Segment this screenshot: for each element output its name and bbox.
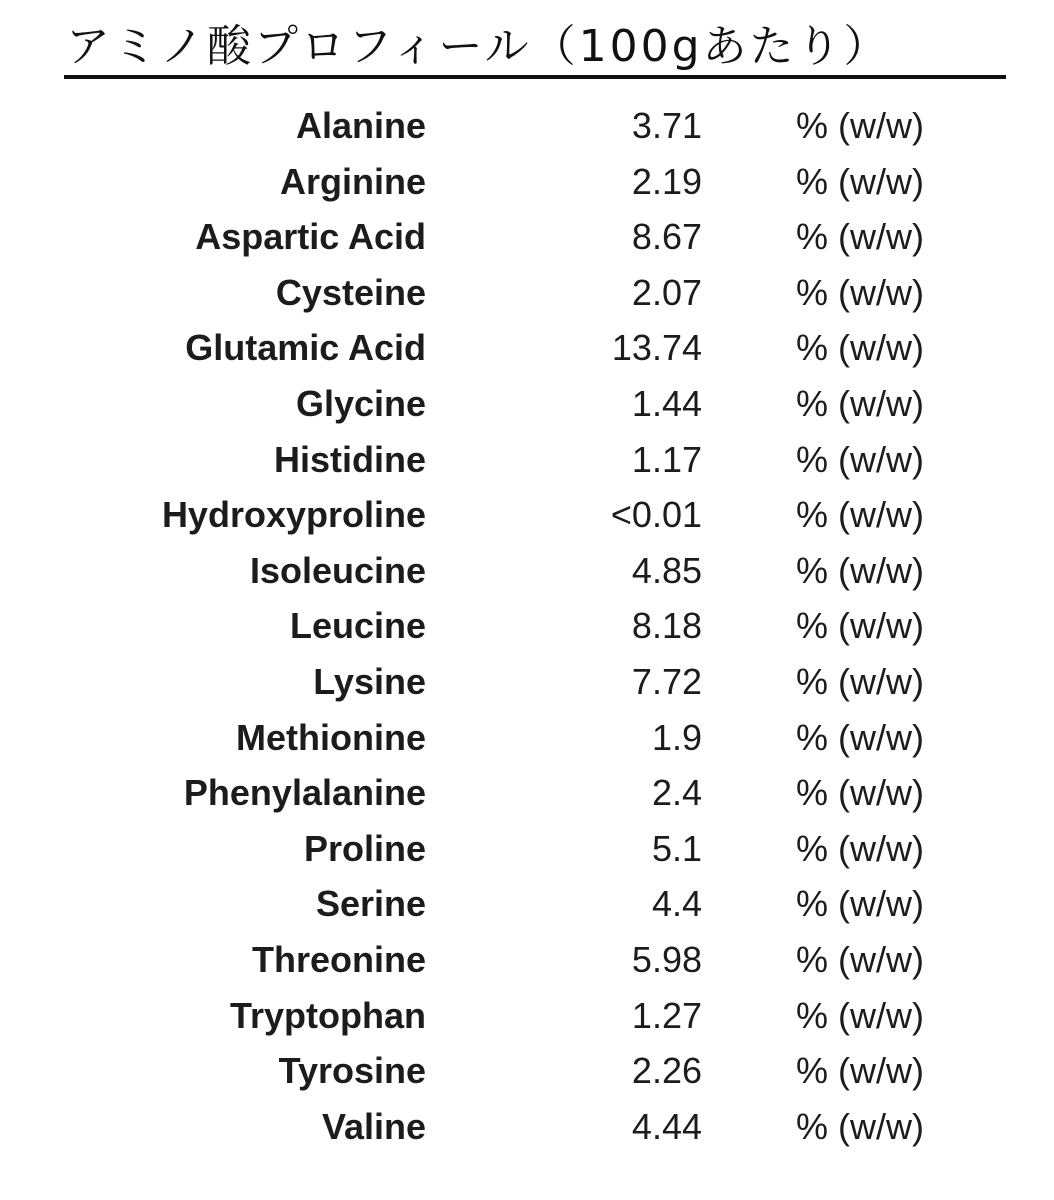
amino-acid-value: 4.4	[651, 883, 702, 925]
table-row	[0, 876, 1054, 932]
amino-acid-unit: % (w/w)	[796, 1105, 924, 1147]
amino-acid-value: 2.19	[631, 160, 702, 202]
amino-acid-value: <0.01	[610, 494, 702, 536]
amino-acid-name: Isoleucine	[249, 549, 426, 591]
amino-acid-table	[0, 98, 1054, 1154]
table-row	[0, 432, 1054, 488]
amino-acid-value: 3.71	[631, 105, 702, 146]
amino-acid-unit: % (w/w)	[796, 549, 924, 591]
amino-acid-name: Phenylalanine	[183, 772, 426, 814]
table-row	[0, 598, 1054, 654]
amino-acid-unit: % (w/w)	[796, 772, 924, 814]
amino-acid-name: Hydroxyproline	[161, 494, 426, 536]
amino-acid-name: Glycine	[295, 382, 426, 424]
table-row	[0, 765, 1054, 821]
amino-acid-value: 4.85	[631, 549, 702, 591]
amino-acid-value: 2.4	[651, 772, 702, 814]
table-row	[0, 654, 1054, 710]
title-underline	[64, 75, 1006, 79]
amino-acid-value: 2.26	[631, 1050, 702, 1092]
amino-acid-unit: % (w/w)	[796, 605, 924, 647]
amino-acid-unit: % (w/w)	[796, 938, 924, 980]
amino-acid-unit: % (w/w)	[796, 660, 924, 702]
amino-acid-value: 7.72	[631, 660, 702, 702]
amino-acid-value: 13.74	[611, 327, 702, 369]
amino-acid-unit: % (w/w)	[796, 494, 924, 536]
table-row	[0, 932, 1054, 988]
table-row	[0, 209, 1054, 265]
amino-acid-value: 8.67	[631, 216, 702, 258]
table-row	[0, 1043, 1054, 1099]
table-row	[0, 98, 1054, 154]
amino-acid-value: 1.17	[631, 438, 702, 480]
table-row	[0, 710, 1054, 766]
amino-acid-unit: % (w/w)	[796, 438, 924, 480]
table-row	[0, 988, 1054, 1044]
amino-acid-name: Tyrosine	[278, 1050, 426, 1092]
amino-acid-name: Histidine	[273, 438, 426, 480]
amino-acid-name: Leucine	[289, 605, 426, 647]
amino-acid-unit: % (w/w)	[796, 827, 924, 869]
amino-acid-name: Arginine	[279, 160, 426, 202]
table-row	[0, 821, 1054, 877]
amino-acid-value: 5.1	[651, 827, 702, 869]
amino-acid-unit: % (w/w)	[796, 994, 924, 1036]
amino-acid-unit: % (w/w)	[796, 271, 924, 313]
amino-acid-unit: % (w/w)	[796, 216, 924, 258]
amino-acid-value: 4.44	[631, 1105, 702, 1147]
amino-acid-value: 1.27	[631, 994, 702, 1036]
table-row	[0, 487, 1054, 543]
amino-acid-value: 5.98	[631, 938, 702, 980]
table-row	[0, 543, 1054, 599]
table-row	[0, 320, 1054, 376]
amino-acid-value: 2.07	[631, 271, 702, 313]
amino-acid-unit: % (w/w)	[796, 382, 924, 424]
page-title: アミノ酸プロフィール（100gあたり）	[66, 21, 891, 72]
amino-acid-name: Serine	[315, 883, 426, 925]
amino-acid-unit: % (w/w)	[796, 716, 924, 758]
amino-acid-unit: % (w/w)	[796, 105, 924, 146]
amino-acid-name: Cysteine	[275, 271, 426, 313]
table-row	[0, 265, 1054, 321]
table-row	[0, 376, 1054, 432]
amino-acid-unit: % (w/w)	[796, 883, 924, 925]
amino-acid-unit: % (w/w)	[796, 327, 924, 369]
amino-acid-value: 8.18	[631, 605, 702, 647]
table-row	[0, 154, 1054, 210]
amino-acid-name: Methionine	[236, 716, 426, 758]
amino-acid-name: Threonine	[251, 938, 426, 980]
amino-acid-unit: % (w/w)	[796, 160, 924, 202]
amino-acid-name: Proline	[303, 827, 426, 869]
amino-acid-name: Alanine	[295, 105, 426, 146]
amino-acid-value: 1.9	[651, 716, 702, 758]
amino-acid-name: Glutamic Acid	[185, 327, 426, 369]
amino-acid-name: Tryptophan	[230, 994, 426, 1036]
amino-acid-unit: % (w/w)	[796, 1050, 924, 1092]
amino-acid-value: 1.44	[631, 382, 702, 424]
amino-acid-name: Valine	[321, 1105, 426, 1147]
table-row	[0, 1099, 1054, 1155]
amino-acid-name: Lysine	[313, 660, 426, 702]
amino-acid-name: Aspartic Acid	[195, 216, 426, 258]
